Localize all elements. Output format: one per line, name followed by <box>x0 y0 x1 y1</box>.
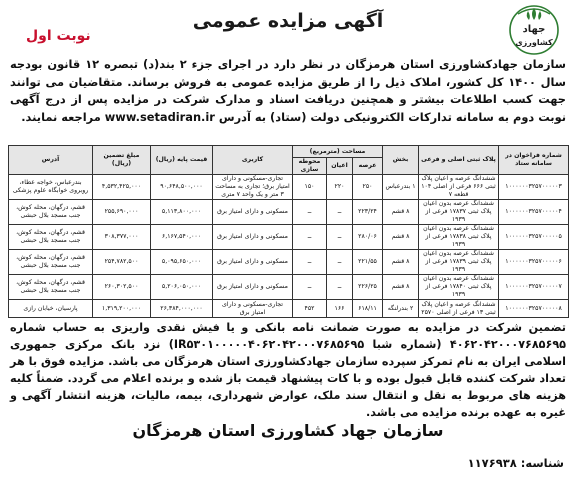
cell-tender-number: ۱۰۰۰۰۰۰۳۲۵۷۰۰۰۰۰۳ <box>499 175 569 200</box>
logo-text-top: جهاد <box>522 24 546 35</box>
col-header: محوطه سازی <box>293 158 327 175</box>
cell-usage: مسکونی و دارای امتیاز برق <box>213 200 293 225</box>
cell-building-area: ــ <box>327 275 353 300</box>
first-round-label: نوبت اول <box>26 28 91 44</box>
cell-guarantee: ۴,۵۳۲,۴۲۵,۰۰۰ <box>93 175 151 200</box>
cell-guarantee: ۳۰۸,۳۷۷,۰۰۰ <box>93 225 151 250</box>
cell-plaque: ششدانگ عرصه بدون اعیان پلاک ثبتی ۱۷۸۳۷ فرعی از ۱۹۳۹ <box>419 200 499 225</box>
cell-base-price: ۹۰,۶۴۸,۵۰۰,۰۰۰ <box>151 175 213 200</box>
cell-building-area: ــ <box>327 225 353 250</box>
notice-id: شناسه: ۱۱۷۶۹۳۸ <box>467 456 564 470</box>
cell-plaque: ششدانگ عرصه بدون اعیان پلاک ثبتی ۱۷۸۴۰ فرعی از ۱۹۳۹ <box>419 275 499 300</box>
cell-district: ۸ قشم <box>383 200 419 225</box>
logo-text-bottom: کشاورزی <box>515 38 553 47</box>
cell-yard-area: ــ <box>293 225 327 250</box>
col-header: شماره فراخوان در سامانه ستاد <box>499 146 569 175</box>
cell-plaque: ششدانگ عرصه و اعیان پلاک ثبتی ۶۶۶ فرعی از اصلی ۱۰۴ قطعه ۷ <box>419 175 499 200</box>
cell-plaque: ششدانگ عرصه بدون اعیان پلاک ثبتی ۱۷۸۳۹ فرعی از ۱۹۳۹ <box>419 250 499 275</box>
setad-website-link[interactable]: www.setadiran.ir <box>104 109 215 124</box>
cell-yard-area: ۴۵۲ <box>293 300 327 318</box>
table-row <box>9 225 569 250</box>
cell-land-area: ۶۱۸/۱۱ <box>353 300 383 318</box>
cell-guarantee: ۲۵۵,۶۹۰,۰۰۰ <box>93 200 151 225</box>
table-row <box>9 200 569 225</box>
cell-address: بندرعباس، خواجه عطاء، روبروی خوابگاه علوم پزشکی <box>9 175 93 200</box>
cell-building-area: ــ <box>327 200 353 225</box>
col-header: اعیان <box>327 158 353 175</box>
cell-guarantee: ۱,۳۱۹,۲۰۰,۰۰۰ <box>93 300 151 318</box>
col-header: قیمت پایه (ریال) <box>151 146 213 175</box>
intro-text: سازمان جهادکشاورزی استان هرمزگان در نظر دارد در اجرای جزء ۲ بند(د) تبصره ۱۲ قانون بودجه سال ۱۴۰۰ کل کشور، املاک ذیل را از طریق مزایده عمومی به فروش برساند. متقاضیان می توانند جهت کسب اطلاعات بیشتر و همچنین دریافت اسناد و مدارک شرکت در مزایده پس از درج آگهی نوبت دوم به سامانه تدارکات الکترونیکی دولت (ستاد) به آدرس <box>10 57 567 124</box>
cell-land-area: ۲۵۰ <box>353 175 383 200</box>
cell-usage: مسکونی و دارای امتیاز برق <box>213 250 293 275</box>
cell-base-price: ۵,۲۰۶,۰۵۰,۰۰۰ <box>151 275 213 300</box>
cell-address: قشم، درگهان، محله کوش، جنب مسجد بلال حبشی <box>9 250 93 275</box>
table-row <box>9 275 569 300</box>
cell-district: ۲ بندرلنگه <box>383 300 419 318</box>
cell-tender-number: ۱۰۰۰۰۰۰۳۲۵۷۰۰۰۰۰۸ <box>499 300 569 318</box>
cell-land-area: ۲۸۰/۰۶ <box>353 225 383 250</box>
cell-base-price: ۲۶,۳۸۴,۰۰۰,۰۰۰ <box>151 300 213 318</box>
cell-yard-area: ــ <box>293 200 327 225</box>
cell-base-price: ۵,۱۱۳,۸۰۰,۰۰۰ <box>151 200 213 225</box>
table-row <box>9 175 569 200</box>
cell-district: ۸ قشم <box>383 250 419 275</box>
cell-plaque: ششدانگ عرصه بدون اعیان پلاک ثبتی ۱۷۸۳۸ فرعی از ۱۹۳۹ <box>419 225 499 250</box>
cell-yard-area: ــ <box>293 250 327 275</box>
header <box>6 4 570 56</box>
cell-address: قشم، درگهان، محله کوش، جنب مسجد بلال حبشی <box>9 200 93 225</box>
cell-tender-number: ۱۰۰۰۰۰۰۳۲۵۷۰۰۰۰۰۶ <box>499 250 569 275</box>
cell-base-price: ۶,۱۶۷,۵۴۰,۰۰۰ <box>151 225 213 250</box>
intro-paragraph <box>10 56 566 126</box>
table-row <box>9 300 569 318</box>
guarantee-paragraph: تضمین شرکت در مزایده به صورت ضمانت نامه بانکی و یا فیش نقدی واریزی به حساب شماره ۴۰۶۲۰۴۲۰۰۰۷۶۸۵۶۹۵ (شماره شبا IR۵۳۰۱۰۰۰۰۰۴۰۶۲۰۴۲۰۰۰۷۶۸۵۶۹۵) نزد بانک مرکزی جمهوری اسلامی ایران به نام تمرکز سپرده سازمان جهادکشاورزی استان هرمزگان می باشد. مزایده فوق با هر تعداد شرکت کننده قابل قبول بوده و با کات پیشنهاد قیمت باز شده و برنده اعلام می گردد. ضمناً کلیه هزینه های مربوط به نقل و انتقال سند ملک، عوارض شهرداری، بیمه، مالیات، هزینه انتشار آگهی و غیره به عهده برنده مزایده می باشد. <box>10 321 566 419</box>
notice-title: آگهی مزایده عمومی <box>192 10 384 32</box>
cell-address: پارسیان، خیابان رازی <box>9 300 93 318</box>
col-header: پلاک ثبتی اصلی و فرعی <box>419 146 499 175</box>
area-group-header: مساحت (مترمربع) <box>293 146 383 158</box>
col-header: عرصه <box>353 158 383 175</box>
cell-land-area: ۲۲۳/۲۴ <box>353 200 383 225</box>
intro-text-end: مراجعه نمایند. <box>21 109 105 124</box>
cell-building-area: ۲۲۰ <box>327 175 353 200</box>
cell-usage: مسکونی و دارای امتیاز برق <box>213 275 293 300</box>
col-header: کاربری <box>213 146 293 175</box>
cell-land-area: ۲۲۱/۵۵ <box>353 250 383 275</box>
cell-tender-number: ۱۰۰۰۰۰۰۳۲۵۷۰۰۰۰۰۴ <box>499 200 569 225</box>
cell-building-area: ــ <box>327 250 353 275</box>
cell-guarantee: ۲۶۰,۳۰۲,۵۰۰ <box>93 275 151 300</box>
cell-yard-area: ــ <box>293 275 327 300</box>
cell-building-area: ۱۶۶ <box>327 300 353 318</box>
cell-usage: تجاری-مسکونی و دارای امتیاز برق؛ تجاری به مساحت ۳ متر و یک واحد ۷ متری <box>213 175 293 200</box>
col-header: آدرس <box>9 146 93 175</box>
cell-base-price: ۵,۰۹۵,۶۵۰,۰۰۰ <box>151 250 213 275</box>
cell-yard-area: ۱۵۰ <box>293 175 327 200</box>
col-header: مبلغ تضمین (ریال) <box>93 146 151 175</box>
cell-district: ۸ قشم <box>383 225 419 250</box>
cell-land-area: ۲۲۶/۲۵ <box>353 275 383 300</box>
table-row <box>9 250 569 275</box>
cell-address: قشم، درگهان، محله کوش، جنب مسجد بلال حبشی <box>9 225 93 250</box>
organization-signature: سازمان جهاد کشاورزی استان هرمزگان <box>132 421 444 440</box>
cell-district: ۸ قشم <box>383 275 419 300</box>
cell-tender-number: ۱۰۰۰۰۰۰۳۲۵۷۰۰۰۰۰۵ <box>499 225 569 250</box>
col-header: بخش <box>383 146 419 175</box>
properties-table <box>8 145 569 318</box>
table-header-row <box>9 146 569 158</box>
cell-district: ۱ بندرعباس <box>383 175 419 200</box>
cell-guarantee: ۲۵۴,۷۸۲,۵۰۰ <box>93 250 151 275</box>
cell-plaque: ششدانگ عرصه و اعیان پلاک ثبتی ۱۳ فرعی از اصلی ۲۵۷۰ <box>419 300 499 318</box>
cell-tender-number: ۱۰۰۰۰۰۰۳۲۵۷۰۰۰۰۰۷ <box>499 275 569 300</box>
cell-usage: تجاری-مسکونی و دارای امتیاز برق <box>213 300 293 318</box>
cell-usage: مسکونی و دارای امتیاز برق <box>213 225 293 250</box>
cell-address: قشم، درگهان، محله کوش، جنب مسجد بلال حبشی <box>9 275 93 300</box>
